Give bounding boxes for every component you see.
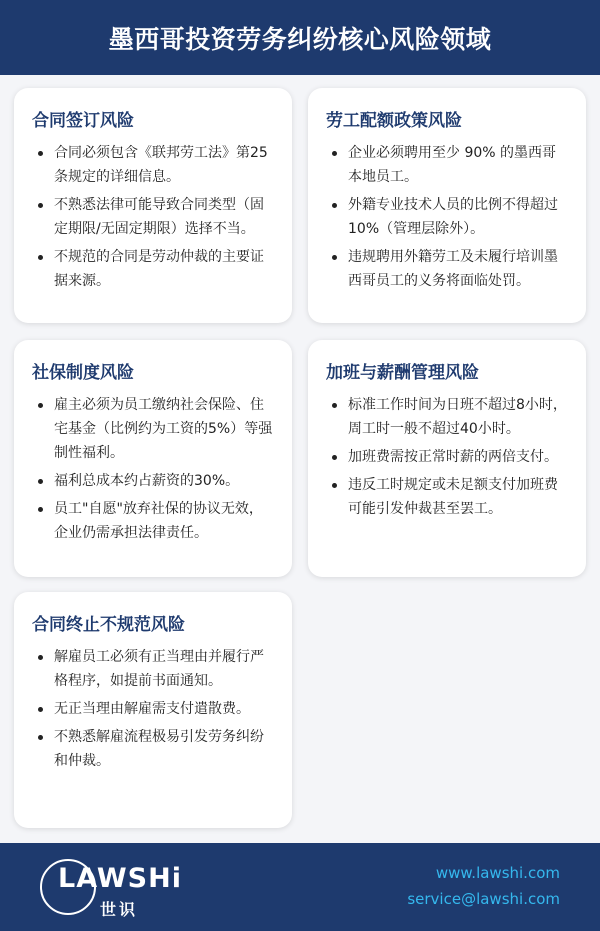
list-item: 雇主必须为员工缴纳社会保险、住宅基金（比例约为工资的5%）等强制性福利。 bbox=[54, 393, 276, 465]
bullet-list bbox=[326, 141, 570, 293]
bullet-list bbox=[32, 141, 276, 293]
email-link[interactable]: service@lawshi.com bbox=[407, 890, 560, 908]
card-heading: 加班与薪酬管理风险 bbox=[326, 363, 479, 383]
list-item: 无正当理由解雇需支付遣散费。 bbox=[54, 697, 276, 721]
page-footer bbox=[0, 843, 600, 931]
list-item: 加班费需按正常时薪的两倍支付。 bbox=[348, 445, 570, 469]
card-social-security bbox=[14, 340, 292, 577]
list-item: 员工"自愿"放弃社保的协议无效，企业仍需承担法律责任。 bbox=[54, 497, 276, 545]
list-item: 不熟悉法律可能导致合同类型（固定期限/无固定期限）选择不当。 bbox=[54, 193, 276, 241]
logo-chinese-name: 世识 bbox=[100, 900, 139, 919]
list-item: 违反工时规定或未足额支付加班费可能引发仲裁甚至罢工。 bbox=[348, 473, 570, 521]
card-contract-signing bbox=[14, 88, 292, 323]
list-item: 解雇员工必须有正当理由并履行严格程序，如提前书面通知。 bbox=[54, 645, 276, 693]
bullet-list bbox=[326, 393, 570, 521]
card-overtime-pay bbox=[308, 340, 586, 577]
page-header bbox=[0, 0, 600, 75]
list-item: 合同必须包含《联邦劳工法》第25条规定的详细信息。 bbox=[54, 141, 276, 189]
lawshi-logo bbox=[40, 857, 200, 919]
card-heading: 社保制度风险 bbox=[32, 363, 134, 383]
list-item: 违规聘用外籍劳工及未履行培训墨西哥员工的义务将面临处罚。 bbox=[348, 245, 570, 293]
card-labor-quota bbox=[308, 88, 586, 323]
list-item: 福利总成本约占薪资的30%。 bbox=[54, 469, 276, 493]
card-heading: 合同签订风险 bbox=[32, 111, 134, 131]
list-item: 不规范的合同是劳动仲裁的主要证据来源。 bbox=[54, 245, 276, 293]
list-item: 企业必须聘用至少 90% 的墨西哥本地员工。 bbox=[348, 141, 570, 189]
card-heading: 合同终止不规范风险 bbox=[32, 615, 185, 635]
logo-wordmark: LAWSHi bbox=[58, 863, 182, 894]
bullet-list bbox=[32, 645, 276, 773]
list-item: 外籍专业技术人员的比例不得超过 10%（管理层除外）。 bbox=[348, 193, 570, 241]
card-contract-termination bbox=[14, 592, 292, 828]
list-item: 不熟悉解雇流程极易引发劳务纠纷和仲裁。 bbox=[54, 725, 276, 773]
bullet-list bbox=[32, 393, 276, 545]
card-heading: 劳工配额政策风险 bbox=[326, 111, 462, 131]
list-item: 标准工作时间为日班不超过8小时，周工时一般不超过40小时。 bbox=[348, 393, 570, 441]
website-link[interactable]: www.lawshi.com bbox=[435, 864, 560, 882]
page-title: 墨西哥投资劳务纠纷核心风险领域 bbox=[108, 24, 492, 54]
